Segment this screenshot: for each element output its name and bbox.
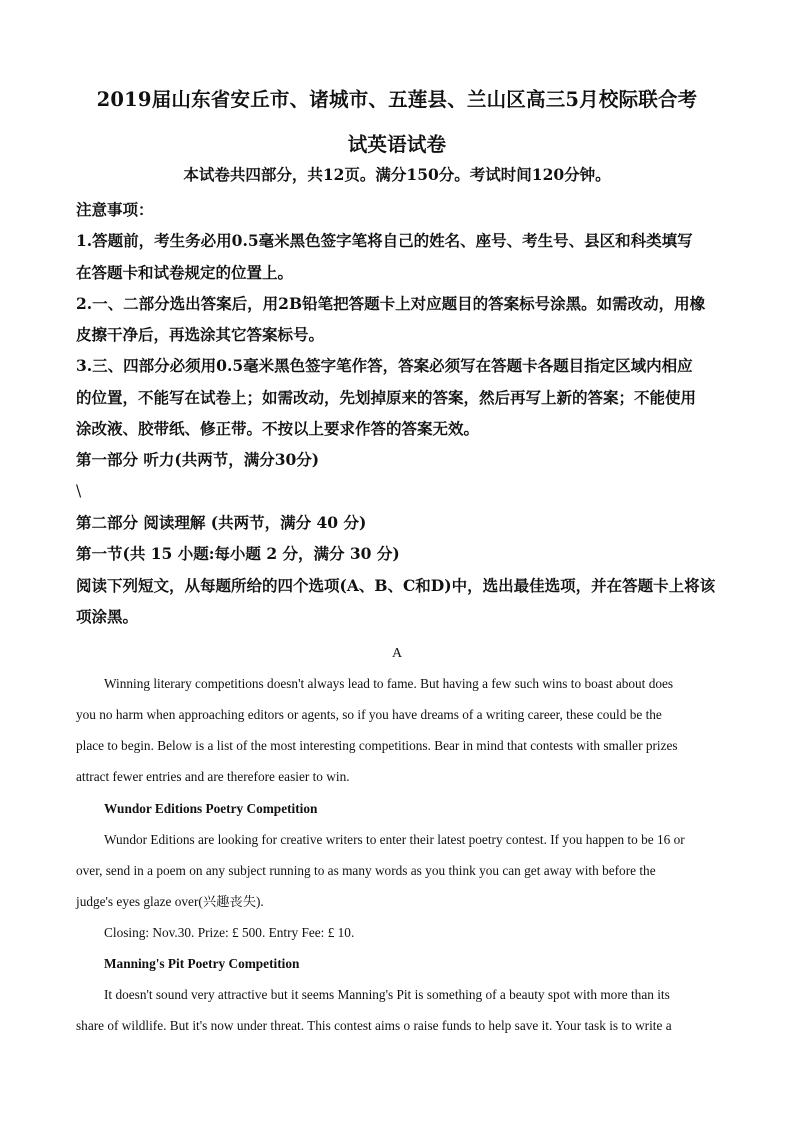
- instructions-line: 项涂黑。: [76, 606, 139, 626]
- exam-subtitle: 本试卷共四部分，共12页。满分150分。考试时间120分钟。: [183, 165, 611, 184]
- passage-intro-line: you no harm when approaching editors or agents, so if you have dreams of a writing career, these could be the: [76, 707, 662, 723]
- passage-intro-line: attract fewer entries and are therefore easier to win.: [76, 769, 350, 785]
- competition-line: It doesn't sound very attractive but it seems Manning's Pit is something of a beauty spot with more than its: [104, 987, 670, 1003]
- notes-block: [76, 194, 718, 632]
- part2-heading: 第二部分 阅读理解 (共两节，满分 40 分): [76, 512, 367, 532]
- exam-title-line-1: 2019届山东省安丘市、诸城市、五莲县、兰山区高三5月校际联合考: [96, 88, 698, 111]
- competition-heading: Wundor Editions Poetry Competition: [104, 800, 318, 816]
- notes-line: 3.三、四部分必须用0.5毫米黑色签字笔作答，答案必须写在答题卡各题目指定区域内相应: [76, 356, 693, 376]
- part1-heading: 第一部分 听力(共两节，满分30分): [76, 450, 320, 470]
- notes-heading: 注意事项：: [76, 200, 154, 219]
- notes-line: 1.答题前，考生务必用0.5毫米黑色签字笔将自己的姓名、座号、考生号、县区和科类填写: [76, 231, 693, 251]
- passage-intro-line: Winning literary competitions doesn't always lead to fame. But having a few such wins to boast about does: [104, 676, 674, 692]
- passage-label: A: [391, 646, 403, 662]
- notes-line: 在答题卡和试卷规定的位置上。: [76, 262, 294, 282]
- competition-line: share of wildlife. But it's now under threat. This contest aims o raise funds to help save it. Your task is to write a: [76, 1018, 672, 1034]
- competition-line: Wundor Editions are looking for creative writers to enter their latest poetry contest. If you happen to be 16 or: [104, 831, 685, 847]
- notes-line: 2.一、二部分选出答案后，用2B铅笔把答题卡上对应题目的答案标号涂黑。如需改动，用橡: [76, 293, 706, 313]
- competition-closing: Closing: Nov.30. Prize: £ 500. Entry Fee: £ 10.: [104, 924, 355, 940]
- section1-heading: 第一节(共 15 小题:每小题 2 分，满分 30 分): [76, 544, 400, 564]
- passage-body: [76, 668, 718, 1041]
- notes-line: 涂改液、胶带纸、修正带。不按以上要求作答的答案无效。: [76, 419, 480, 439]
- competition-heading: Manning's Pit Poetry Competition: [104, 956, 300, 971]
- competition-line: over, send in a poem on any subject running to as many words as you think you can get away with before the: [76, 862, 656, 878]
- notes-line: 的位置，不能写在试卷上；如需改动，先划掉原来的答案，然后再写上新的答案；不能使用: [76, 387, 697, 407]
- competition-line: judge's eyes glaze over(兴趣丧失).: [76, 893, 264, 909]
- passage-intro-line: place to begin. Below is a list of the most interesting competitions. Bear in mind that contests with smaller prizes: [76, 738, 678, 754]
- notes-line: 皮擦干净后，再选涂其它答案标号。: [76, 325, 325, 345]
- instructions-line: 阅读下列短文，从每题所给的四个选项(A、B、C和D)中，选出最佳选项，并在答题卡上将该: [76, 575, 716, 595]
- stray-backslash: \: [76, 481, 82, 500]
- exam-title-line-2: 试英语试卷: [347, 133, 447, 156]
